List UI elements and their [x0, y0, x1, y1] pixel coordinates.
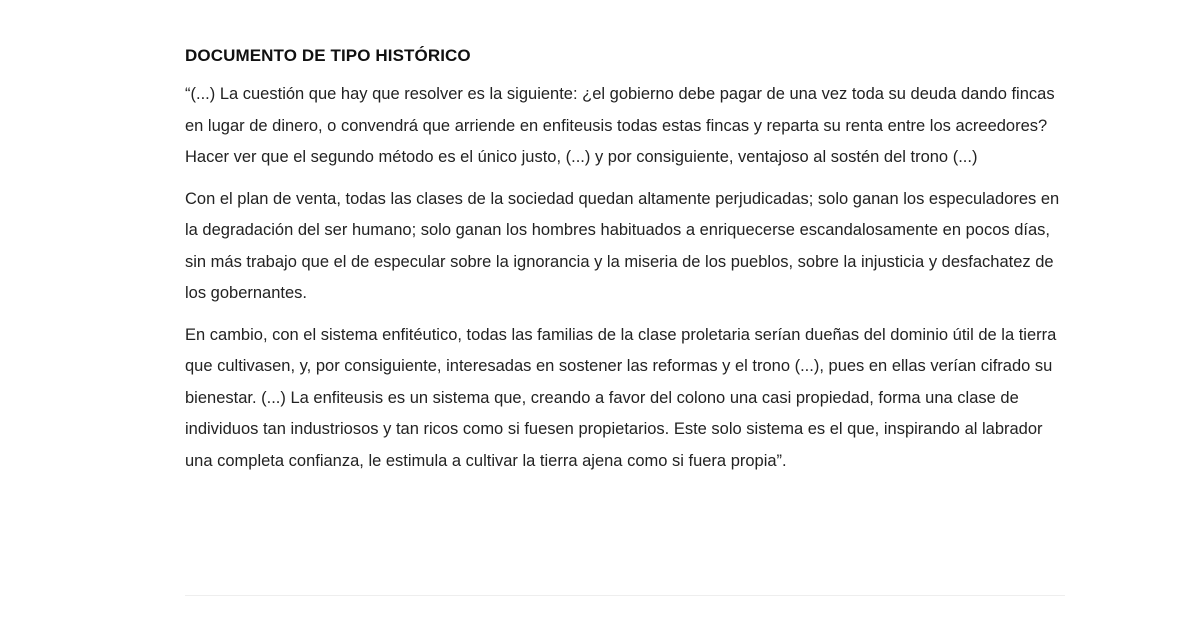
- document-paragraph-2: Con el plan de venta, todas las clases de la sociedad quedan altamente perjudicadas; solo ganan los especuladores en la degradación del ser humano; solo ganan los hombres habituados a enriquecerse escandalosamente en pocos días, sin más trabajo que el de especular sobre la ignorancia y la miseria de los pueblos, sobre la injusticia y desfachatez de los gobernantes.: [185, 189, 1060, 302]
- document-paragraph-3: En cambio, con el sistema enfitéutico, todas las familias de la clase proletaria serían dueñas del dominio útil de la tierra que cultivasen, y, por consiguiente, interesadas en sostener las reformas y el trono (...), pues en ellas verían cifrado su bienestar. (...) La enfiteusis es un sistema que, creando a favor del colono una casi propiedad, forma una clase de individuos tan industriosos y tan ricos como si fuesen propietarios. Este solo sistema es el que, inspirando al labrador una completa confianza, le estimula a cultivar la tierra ajena como si fuera propia”.: [185, 325, 1057, 470]
- document-paragraph-1: “(...) La cuestión que hay que resolver es la siguiente: ¿el gobierno debe pagar de una vez toda su deuda dando fincas en lugar de dinero, o convendrá que arriende en enfiteusis todas estas fincas y reparta su renta entre los acreedores? Hacer ver que el segundo método es el único justo, (...) y por consiguiente, ventajoso al sostén del trono (...): [185, 85, 1055, 166]
- document-content: [185, 46, 1065, 487]
- section-divider: [185, 595, 1065, 596]
- document-title: DOCUMENTO DE TIPO HISTÓRICO: [185, 46, 471, 65]
